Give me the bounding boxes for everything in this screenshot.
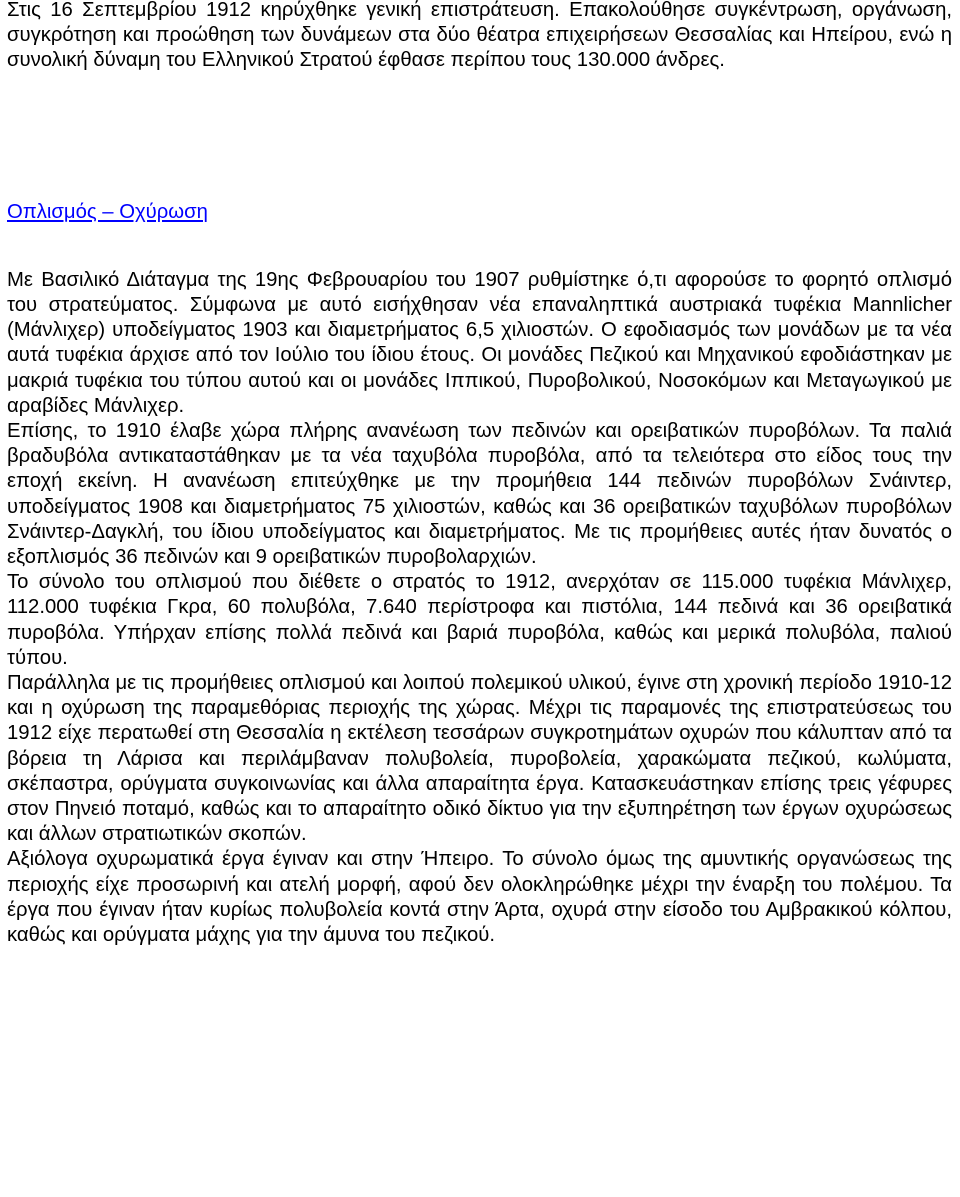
body-paragraph: Με Βασιλικό Διάταγμα της 19ης Φεβρουαρίου του 1907 ρυθμίστηκε ό,τι αφορούσε το φορητό οπλισμό του στρατεύματος. Σύμφωνα με αυτό εισήχθησαν νέα επαναληπτικά αυστριακά τυφέκια Mannlicher (Μάνλιχερ) υποδείγματος 1903 και διαμετρήματος 6,5 χιλιοστών. Ο εφοδιασμός των μονάδων με τα νέα αυτά τυφέκια άρχισε από τον Ιούλιο του ίδιου έτους. Οι μονάδες Πεζικού και Μηχανικού εφοδιάστηκαν με μακριά τυφέκια του τύπου αυτού και οι μονάδες Ιππικού, Πυροβολικού, Νοσοκόμων και Μεταγωγικού με αραβίδες Μάνλιχερ. xyxy=(7,268,952,417)
section-heading-link[interactable]: Οπλισμός – Οχύρωση xyxy=(7,200,208,223)
body-paragraph: Αξιόλογα οχυρωματικά έργα έγιναν και στην Ήπειρο. Το σύνολο όμως της αμυντικής οργανώσεως της περιοχής είχε προσωρινή και ατελή μορφή, αφού δεν ολοκληρώθηκε μέχρι την έναρξη του πολέμου. Τα έργα που έγιναν ήταν κυρίως πολυβολεία κοντά στην Άρτα, οχυρά στην είσοδο του Αμβρακικού κόλπου, καθώς και ορύγματα μάχης για την άμυνα του πεζικού. xyxy=(7,848,952,947)
body-paragraph: Παράλληλα με τις προμήθειες οπλισμού και λοιπού πολεμικού υλικού, έγινε στη χρονική περίοδο 1910-12 και η οχύρωση της παραμεθόριας περιοχής της χώρας. Μέχρι τις παραμονές της επιστρατεύσεως του 1912 είχε περατωθεί στη Θεσσαλία η εκτέλεση τεσσάρων συγκροτημάτων οχυρών που κάλυπταν από τα βόρεια τη Λάρισα και περιλάμβαναν πολυβολεία, πυροβολεία, χαρακώματα πεζικού, κωλύματα, σκέπαστρα, ορύγματα συγκοινωνίας και άλλα απαραίτητα έργα. Κατασκευάστηκαν επίσης τρεις γέφυρες στον Πηνειό ποταμό, καθώς και το απαραίτητο οδικό δίκτυο για την εξυπηρέτηση των έργων οχυρώσεως και άλλων στρατιωτικών σκοπών. xyxy=(7,672,952,846)
body-paragraph: Το σύνολο του οπλισμού που διέθετε ο στρατός το 1912, ανερχόταν σε 115.000 τυφέκια Μάνλιχερ, 112.000 τυφέκια Γκρα, 60 πολυβόλα, 7.640 περίστροφα και πιστόλια, 144 πεδινά και 36 ορειβατικά πυροβόλα. Υπήρχαν επίσης πολλά πεδινά και βαριά πυροβόλα, καθώς και μερικά πολυβόλα, παλιού τύπου. xyxy=(7,571,952,669)
intro-paragraph: Στις 16 Σεπτεμβρίου 1912 κηρύχθηκε γενική επιστράτευση. Επακολούθησε συγκέντρωση, οργάνωση, συγκρότηση και προώθηση των δυνάμεων στα δύο θέατρα επιχειρήσεων Θεσσαλίας και Ηπείρου, ενώ η συνολική δύναμη του Ελληνικού Στρατού έφθασε περίπου τους 130.000 άνδρες. xyxy=(7,0,952,72)
body-paragraph: Επίσης, το 1910 έλαβε χώρα πλήρης ανανέωση των πεδινών και ορειβατικών πυροβόλων. Τα παλιά βραδυβόλα αντικαταστάθηκαν με τα νέα ταχυβόλα πυροβόλα, από τα τελειότερα στο είδος τους την εποχή εκείνη. Η ανανέωση επιτεύχθηκε με την προμήθεια 144 πεδινών πυροβόλων Σνάιντερ, υποδείγματος 1908 και διαμετρήματος 75 χιλιοστών, καθώς και 36 ορειβατικών ταχυβόλων πυροβόλων Σνάιντερ-Δαγκλή, του ίδιου υποδείγματος και διαμετρήματος. Με τις προμήθειες αυτές ήταν δυνατός ο εξοπλισμός 36 πεδινών και 9 ορειβατικών πυροβολαρχιών. xyxy=(7,420,952,569)
